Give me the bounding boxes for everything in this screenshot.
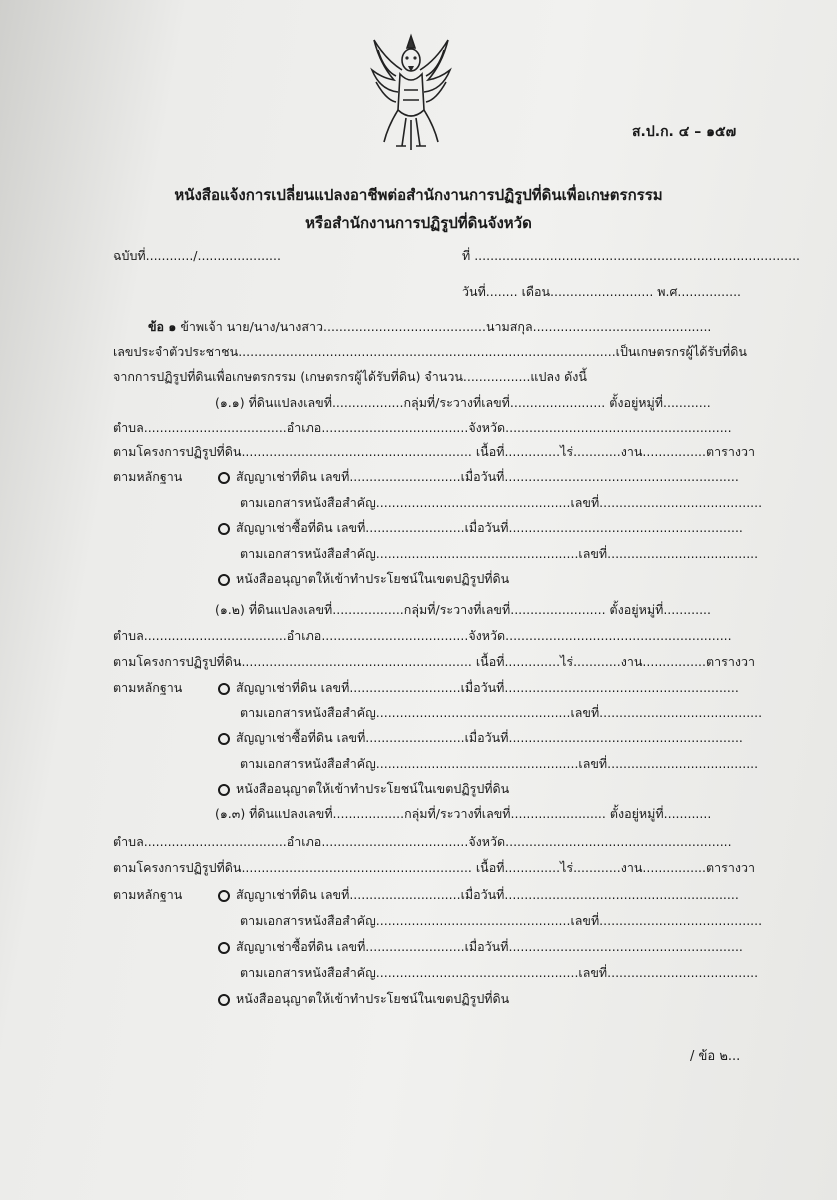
lease-doc-field[interactable]: ตามเอกสารหนังสือสำคัญ.................................................เลขที่.........................................	[240, 495, 763, 510]
lease-option[interactable]: สัญญาเช่าที่ดิน เลขที่............................เมื่อวันที่...........................................................	[218, 679, 739, 697]
permit-option[interactable]: หนังสืออนุญาตให้เข้าทำประโยชน์ในเขตปฏิรูปที่ดิน	[218, 570, 509, 588]
lease-option[interactable]: สัญญาเช่าที่ดิน เลขที่............................เมื่อวันที่...........................................................	[218, 886, 739, 904]
parcel-project[interactable]: ตามโครงการปฏิรูปที่ดิน.......................................................... เนื้อที่..............ไร่............งาน................ตารางวา	[113, 654, 756, 669]
garuda-emblem-icon	[366, 30, 456, 160]
evidence-label: ตามหลักฐาน	[113, 469, 183, 484]
hire-purchase-option[interactable]: สัญญาเช่าซื้อที่ดิน เลขที่.........................เมื่อวันที่...........................................................	[218, 729, 743, 747]
radio-circle-icon[interactable]	[218, 683, 230, 695]
lease-option[interactable]: สัญญาเช่าที่ดิน เลขที่............................เมื่อวันที่...........................................................	[218, 468, 739, 486]
radio-circle-icon[interactable]	[218, 733, 230, 745]
applicant-name-field[interactable]: ข้าพเจ้า นาย/นาง/นางสาว.........................................นามสกุล.............................................	[180, 319, 712, 334]
radio-circle-icon[interactable]	[218, 784, 230, 796]
parcel-head[interactable]: (๑.๒) ที่ดินแปลงเลขที่..................กลุ่มที่/ระวางที่เลขที่........................ ตั้งอยู่หมู่ที่............	[215, 602, 712, 617]
date-field[interactable]: วันที่........ เดือน.......................... พ.ศ................	[462, 284, 742, 299]
parcel-head[interactable]: (๑.๓) ที่ดินแปลงเลขที่..................กลุ่มที่/ระวางที่เลขที่........................ ตั้งอยู่หมู่ที่............	[215, 806, 712, 821]
clause-label: ข้อ ๑	[148, 319, 177, 334]
permit-option[interactable]: หนังสืออนุญาตให้เข้าทำประโยชน์ในเขตปฏิรูปที่ดิน	[218, 780, 509, 798]
radio-circle-icon[interactable]	[218, 890, 230, 902]
radio-circle-icon[interactable]	[218, 574, 230, 586]
document-subtitle: หรือสำนักงานการปฏิรูปที่ดินจังหวัด	[305, 214, 532, 232]
lease-doc-field[interactable]: ตามเอกสารหนังสือสำคัญ.................................................เลขที่.........................................	[240, 705, 763, 720]
issued-at-field[interactable]: ที่ ..................................................................................	[462, 248, 801, 263]
parcel-project[interactable]: ตามโครงการปฏิรูปที่ดิน.......................................................... เนื้อที่..............ไร่............งาน................ตารางวา	[113, 860, 756, 875]
copy-number-field[interactable]: ฉบับที่............/.....................	[113, 248, 281, 263]
lease-doc-field[interactable]: ตามเอกสารหนังสือสำคัญ.................................................เลขที่.........................................	[240, 913, 763, 928]
hire-purchase-doc-field[interactable]: ตามเอกสารหนังสือสำคัญ...................................................เลขที่......................................	[240, 546, 759, 561]
form-code: ส.ป.ก. ๔ – ๑๕๗	[632, 124, 737, 140]
radio-circle-icon[interactable]	[218, 994, 230, 1006]
parcel-project[interactable]: ตามโครงการปฏิรูปที่ดิน.......................................................... เนื้อที่..............ไร่............งาน................ตารางวา	[113, 444, 756, 459]
parcel-head[interactable]: (๑.๑) ที่ดินแปลงเลขที่..................กลุ่มที่/ระวางที่เลขที่........................ ตั้งอยู่หมู่ที่............	[215, 395, 711, 410]
continued-note: / ข้อ ๒...	[690, 1049, 741, 1064]
citizen-id-field[interactable]: เลขประจำตัวประชาชน...............................................................................................เป็นเกษตรกรผู้ได้รับที่ดิน	[113, 344, 747, 359]
parcel-location[interactable]: ตำบล....................................อำเภอ.....................................จังหวัด.........................................................	[113, 834, 732, 849]
hire-purchase-option[interactable]: สัญญาเช่าซื้อที่ดิน เลขที่.........................เมื่อวันที่...........................................................	[218, 938, 743, 956]
permit-option[interactable]: หนังสืออนุญาตให้เข้าทำประโยชน์ในเขตปฏิรูปที่ดิน	[218, 990, 509, 1008]
hire-purchase-option[interactable]: สัญญาเช่าซื้อที่ดิน เลขที่.........................เมื่อวันที่...........................................................	[218, 519, 743, 537]
parcel-count-field[interactable]: จากการปฏิรูปที่ดินเพื่อเกษตรกรรม (เกษตรกรผู้ได้รับที่ดิน) จำนวน.................แปลง ดังนี้	[113, 369, 587, 384]
document-title: หนังสือแจ้งการเปลี่ยนแปลงอาชีพต่อสำนักงานการปฏิรูปที่ดินเพื่อเกษตรกรรม	[174, 186, 663, 204]
clause1-line1	[148, 318, 711, 336]
parcel-location[interactable]: ตำบล....................................อำเภอ.....................................จังหวัด.........................................................	[113, 420, 732, 435]
parcel-location[interactable]: ตำบล....................................อำเภอ.....................................จังหวัด.........................................................	[113, 628, 732, 643]
radio-circle-icon[interactable]	[218, 523, 230, 535]
radio-circle-icon[interactable]	[218, 942, 230, 954]
evidence-label: ตามหลักฐาน	[113, 887, 183, 902]
hire-purchase-doc-field[interactable]: ตามเอกสารหนังสือสำคัญ...................................................เลขที่......................................	[240, 756, 759, 771]
hire-purchase-doc-field[interactable]: ตามเอกสารหนังสือสำคัญ...................................................เลขที่......................................	[240, 965, 759, 980]
radio-circle-icon[interactable]	[218, 472, 230, 484]
evidence-label: ตามหลักฐาน	[113, 680, 183, 695]
